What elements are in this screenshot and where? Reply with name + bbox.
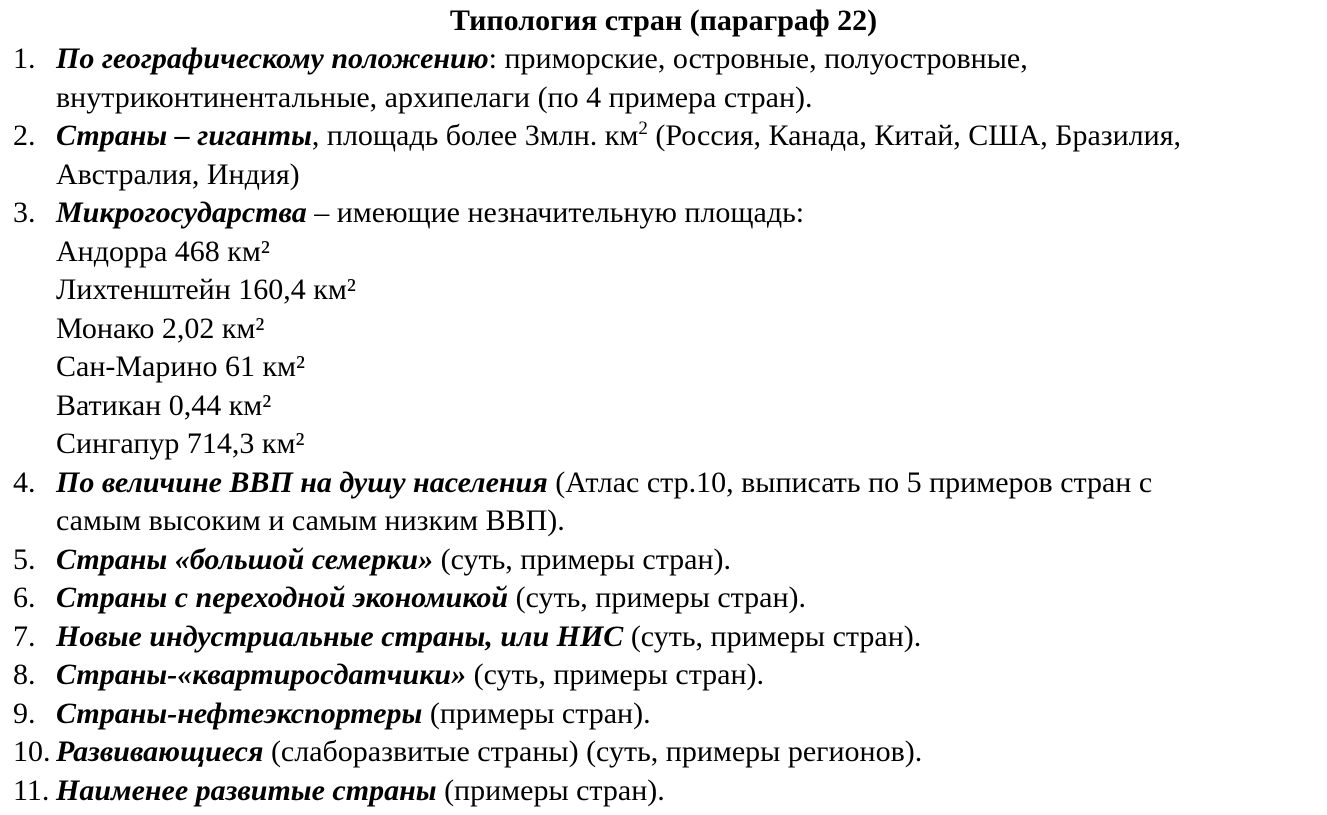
list-item-7 [0, 618, 1327, 657]
item-label: По географическому положению [56, 42, 489, 75]
item-number: 8. [13, 658, 36, 691]
microstate-vatican: Ватикан 0,44 км² [56, 388, 272, 422]
microstate-monaco: Монако 2,02 км² [56, 311, 265, 345]
item-text: , площадь более 3млн. км [311, 119, 639, 152]
list-item-2 [0, 117, 1327, 194]
item-number: 2. [13, 119, 36, 152]
item-text-continuation: самым высоким и самым низким ВВП). [56, 504, 565, 537]
item-text-continuation: Австралия, Индия) [56, 157, 300, 191]
list-item-11 [0, 772, 1327, 811]
item-text: (суть, примеры стран). [433, 542, 732, 576]
list-item-3 [0, 194, 1327, 464]
list-item-4 [0, 464, 1327, 541]
item-number: 11. [13, 773, 50, 807]
document-title: Типология стран (параграф 22) [449, 4, 878, 37]
microstate-san-marino: Сан-Марино 61 км² [56, 350, 306, 383]
item-number: 9. [13, 696, 36, 730]
list-item-9 [0, 695, 1327, 734]
list-item-8 [0, 656, 1327, 695]
list-item-1 [0, 40, 1327, 117]
item-number: 5. [13, 542, 36, 576]
item-label: Новые индустриальные страны, или НИС [56, 619, 624, 653]
item-label: Микрогосударства [56, 196, 307, 229]
item-number: 3. [13, 196, 36, 229]
list-item-6 [0, 579, 1327, 618]
item-number: 1. [13, 42, 36, 75]
item-label: Страны-нефтеэкспортеры [56, 696, 423, 730]
item-number: 10. [13, 735, 51, 768]
item-label: Развивающиеся [56, 735, 264, 768]
item-text: (Атлас стр.10, выписать по 5 примеров стран с [547, 465, 1153, 499]
item-label: Страны-«квартиросдатчики» [56, 658, 467, 691]
item-label: Страны «большой семерки» [56, 542, 434, 576]
item-label: Страны – гиганты [56, 119, 312, 152]
item-text-continuation: внутриконтинентальные, архипелаги (по 4 примера стран). [56, 80, 813, 114]
item-number: 6. [13, 581, 36, 614]
item-text: (суть, примеры стран). [466, 658, 765, 691]
item-text: (примеры стран). [436, 773, 665, 807]
microstate-singapore: Сингапур 714,3 км² [56, 427, 305, 460]
item-text: (примеры стран). [422, 696, 651, 730]
item-text: (суть, примеры стран). [623, 619, 922, 653]
item-text: : приморские, островные, полуостровные, [488, 42, 1028, 75]
microstate-andorra: Андорра 468 км² [56, 234, 270, 268]
superscript: 2 [638, 118, 648, 139]
item-number: 7. [13, 619, 36, 653]
item-text: (суть, примеры стран). [508, 581, 806, 614]
item-label: По величине ВВП на душу населения [56, 465, 548, 499]
microstate-liechtenstein: Лихтенштейн 160,4 км² [56, 273, 356, 306]
item-text-after-sup: (Россия, Канада, Китай, США, Бразилия, [647, 119, 1181, 152]
item-label: Наименее развитые страны [56, 773, 437, 807]
item-label: Страны с переходной экономикой [56, 581, 509, 614]
item-text: (слаборазвитые страны) (суть, примеры регионов). [263, 735, 923, 768]
list-item-10 [0, 733, 1327, 772]
list-item-5 [0, 541, 1327, 580]
item-text: – имеющие незначительную площадь: [306, 196, 805, 229]
item-number: 4. [13, 465, 36, 499]
